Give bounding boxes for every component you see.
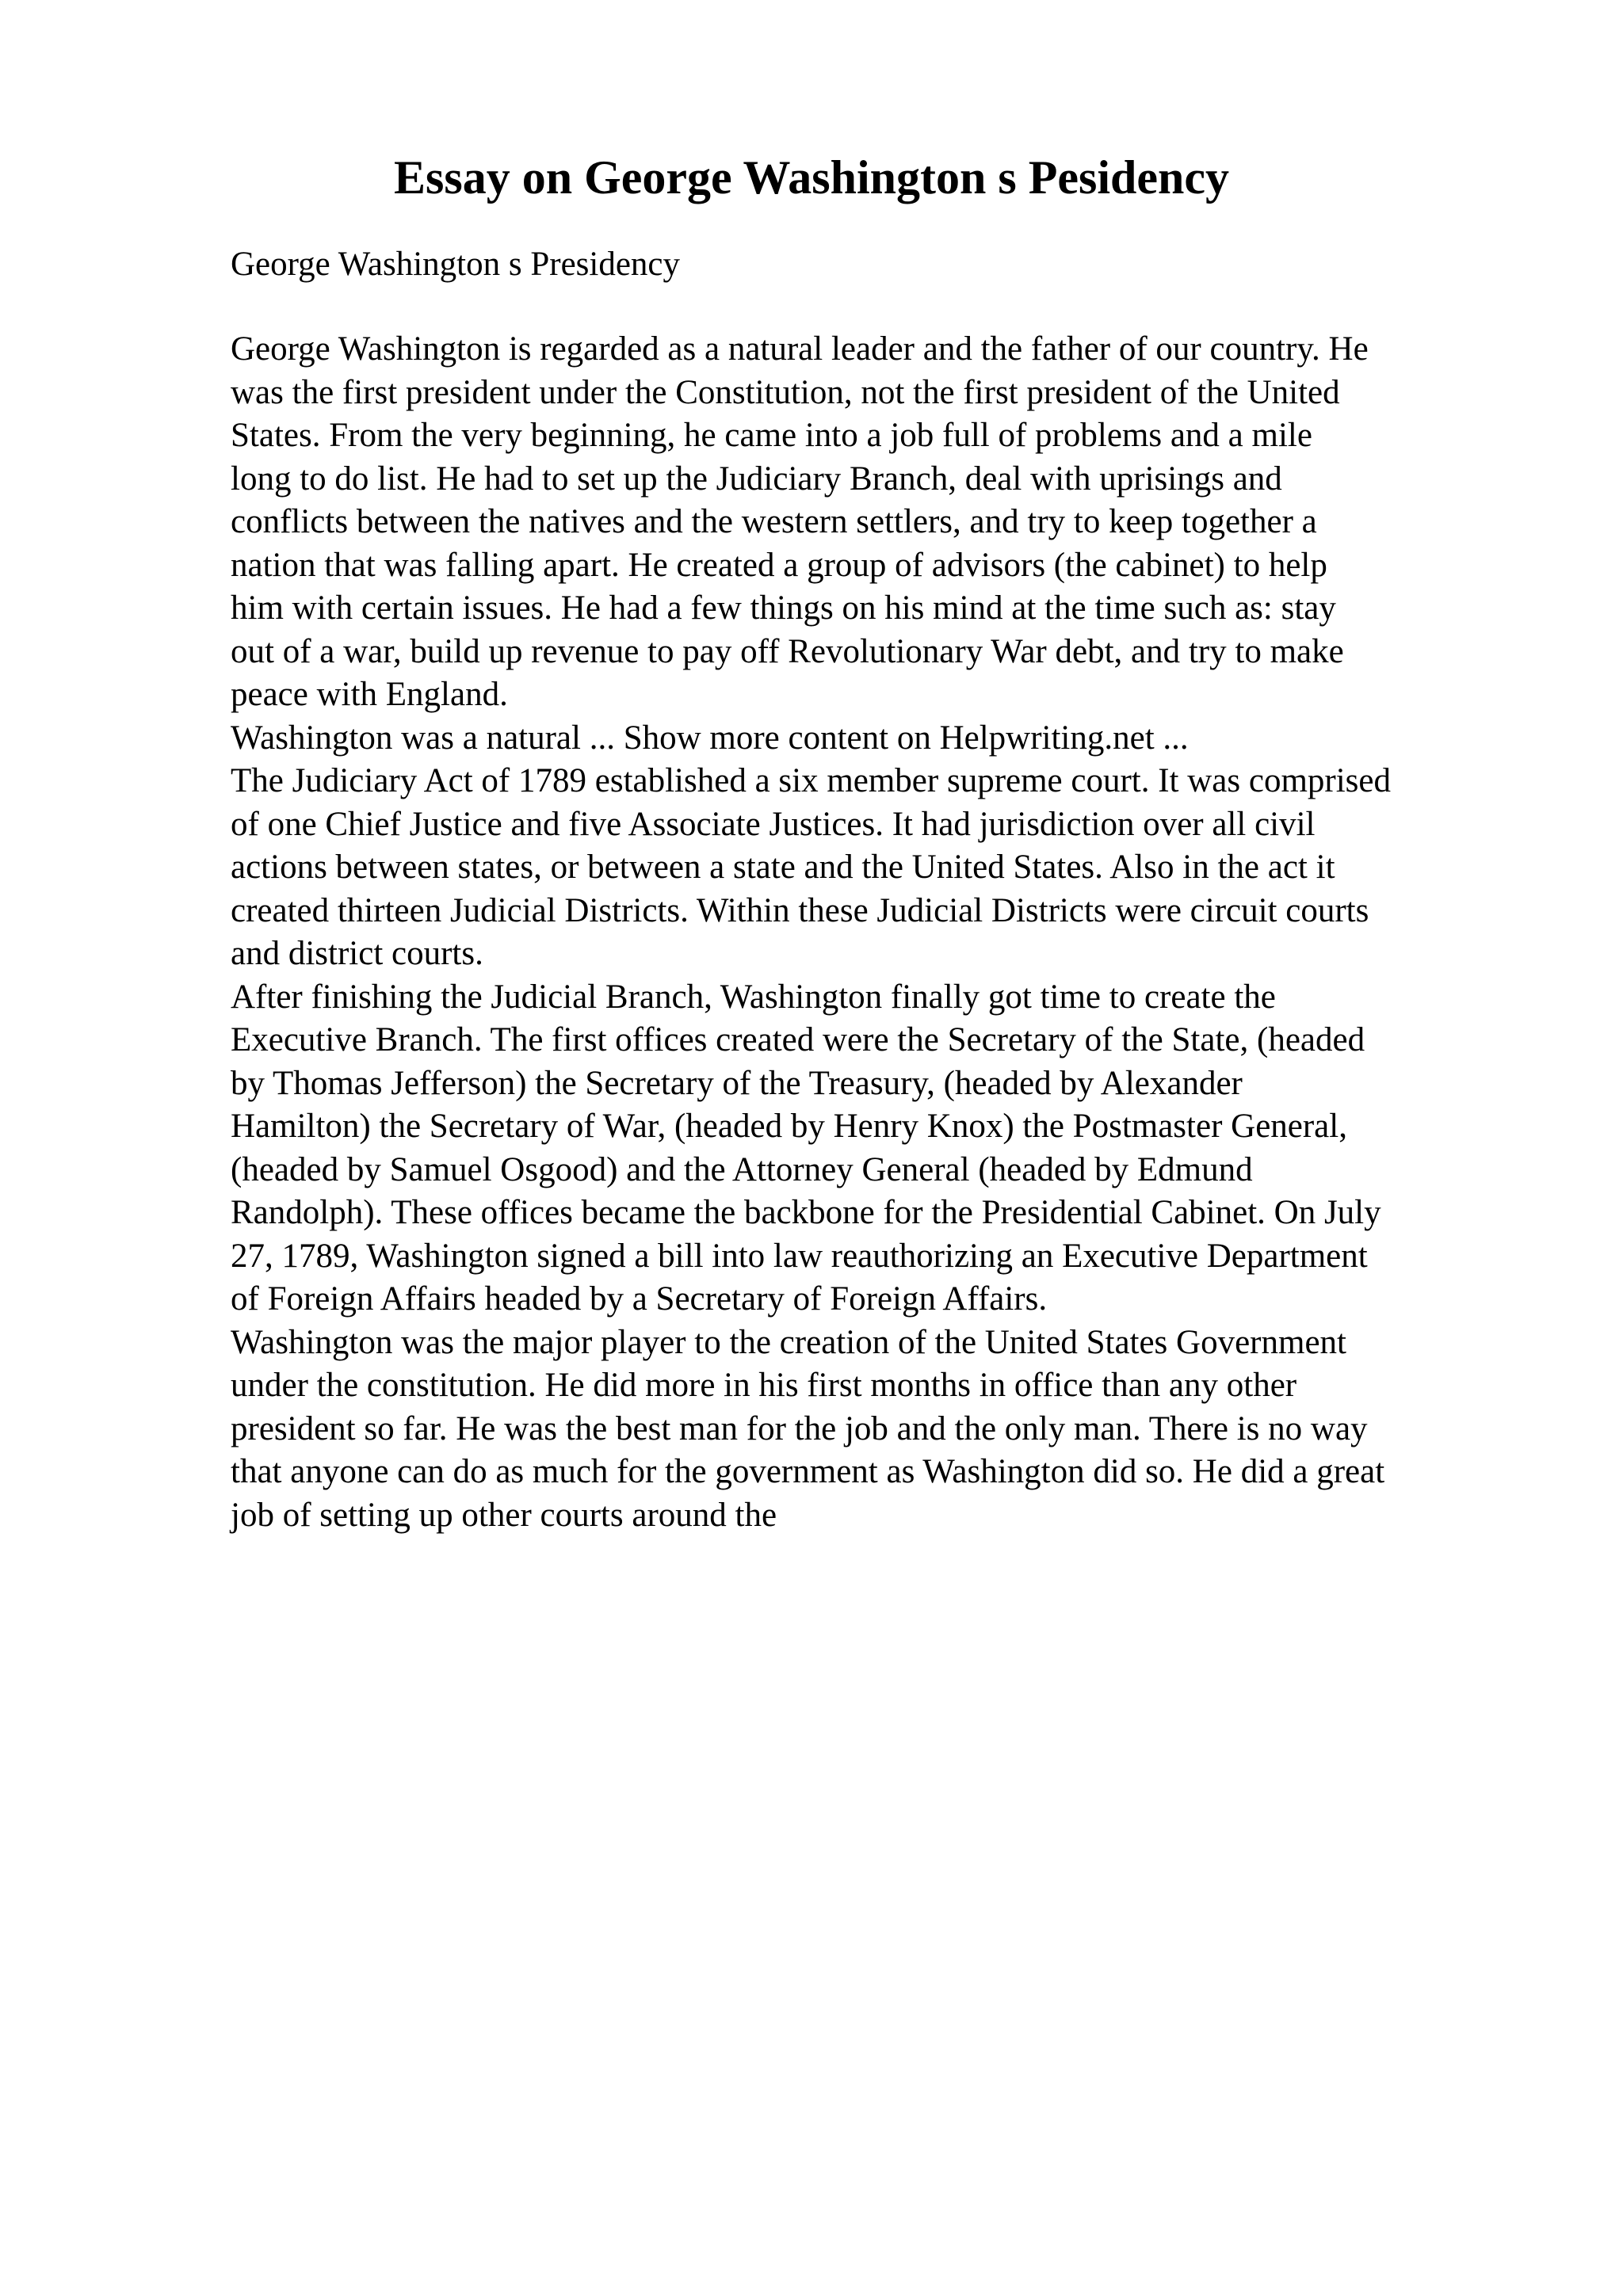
text-line: job of setting up other courts around the: [231, 1496, 777, 1534]
text-line: George Washington is regarded as a natural leader and the father of our country. He: [231, 330, 1369, 368]
text-line: peace with England.: [231, 676, 508, 713]
text-line: conflicts between the natives and the western settlers, and try to keep together a: [231, 503, 1317, 540]
text-line: After finishing the Judicial Branch, Washington finally got time to create the: [231, 978, 1276, 1016]
text-line: 27, 1789, Washington signed a bill into law reauthorizing an Executive Department: [231, 1237, 1368, 1275]
text-line: president so far. He was the best man for the job and the only man. There is no way: [231, 1409, 1368, 1447]
text-line: created thirteen Judicial Districts. Within these Judicial Districts were circuit courts: [231, 891, 1369, 929]
document-title: Essay on George Washington s Pesidency: [393, 151, 1229, 204]
text-line: was the first president under the Constitution, not the first president of the United: [231, 373, 1340, 411]
text-line: long to do list. He had to set up the Judiciary Branch, deal with uprisings and: [231, 460, 1282, 498]
document-subtitle: George Washington s Presidency: [231, 246, 680, 283]
text-line: out of a war, build up revenue to pay off Revolutionary War debt, and try to make: [231, 632, 1344, 670]
text-line: Executive Branch. The first offices created were the Secretary of the State, (headed: [231, 1021, 1365, 1058]
text-line: of Foreign Affairs headed by a Secretary of Foreign Affairs.: [231, 1280, 1048, 1318]
essay-body: [231, 328, 1514, 1537]
text-line: that anyone can do as much for the government as Washington did so. He did a great: [231, 1453, 1385, 1490]
text-line: Washington was the major player to the creation of the United States Government: [231, 1323, 1346, 1361]
text-line: him with certain issues. He had a few things on his mind at the time such as: stay: [231, 589, 1336, 627]
text-line: (headed by Samuel Osgood) and the Attorney General (headed by Edmund: [231, 1150, 1253, 1188]
text-line: of one Chief Justice and five Associate Justices. It had jurisdiction over all civil: [231, 805, 1316, 843]
text-line: nation that was falling apart. He created a group of advisors (the cabinet) to help: [231, 546, 1327, 584]
text-line: The Judiciary Act of 1789 established a six member supreme court. It was comprised: [231, 762, 1391, 799]
text-line: States. From the very beginning, he came into a job full of problems and a mile: [231, 417, 1312, 454]
text-line: and district courts.: [231, 935, 483, 972]
text-line: Hamilton) the Secretary of War, (headed by Henry Knox) the Postmaster General,: [231, 1108, 1347, 1145]
text-line: by Thomas Jefferson) the Secretary of the Treasury, (headed by Alexander: [231, 1064, 1243, 1102]
text-line: Washington was a natural ... Show more content on Helpwriting.net ...: [231, 719, 1189, 757]
text-line: Randolph). These offices became the backbone for the Presidential Cabinet. On July: [231, 1194, 1381, 1231]
text-line: under the constitution. He did more in his first months in office than any other: [231, 1367, 1297, 1404]
text-line: actions between states, or between a state and the United States. Also in the act it: [231, 849, 1335, 886]
